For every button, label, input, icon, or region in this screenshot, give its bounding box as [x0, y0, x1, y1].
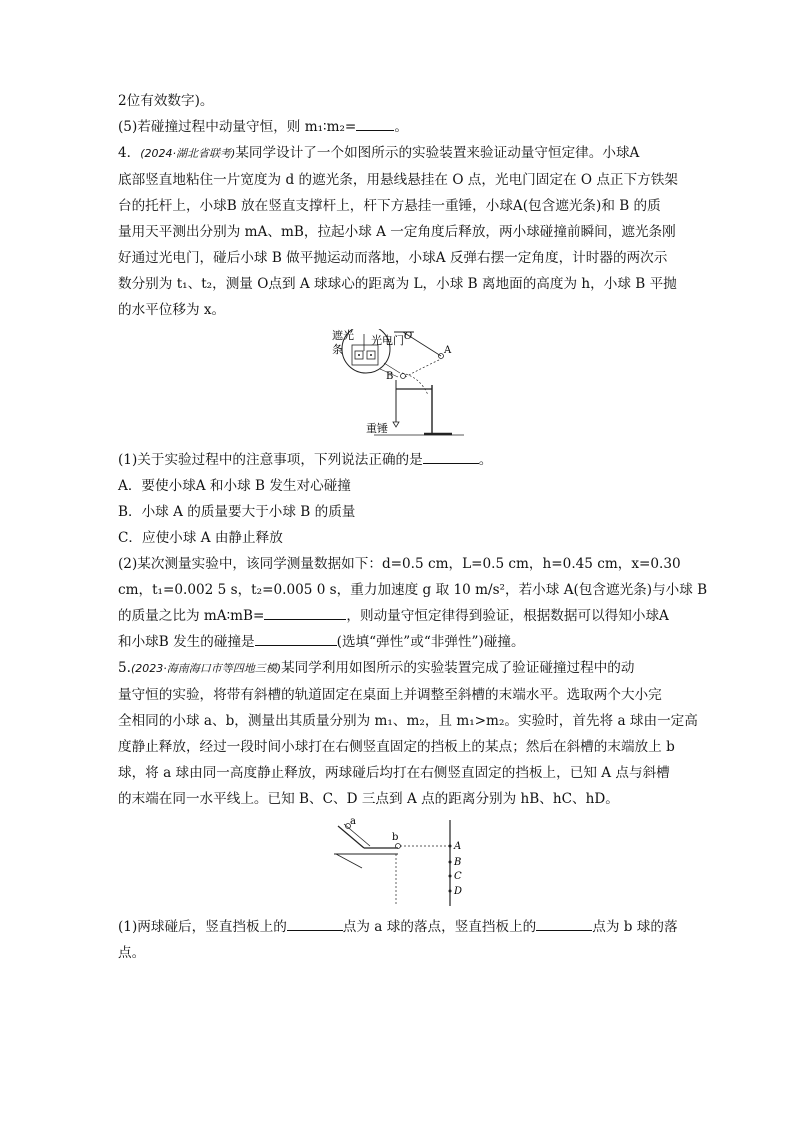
q5-sub1-line	[118, 914, 678, 940]
label-a: a	[350, 818, 356, 827]
text-line: 底部竖直地粘住一片宽度为 d 的遮光条，用悬线悬挂在 O 点，光电门固定在 O 点正下方铁架	[118, 172, 678, 188]
text-line: 度静止释放，经过一段时间小球打在右侧竖直固定的挡板上的某点；然后在斜槽的末端放上 b	[118, 739, 675, 755]
text-segment: ，则动量守恒定律得到验证，根据数据可以得知小球A	[346, 608, 669, 624]
question-5-heading	[118, 655, 678, 682]
label-zheguang: 遮光	[332, 329, 354, 342]
text-line: 2位有效数字)。	[118, 93, 214, 109]
text-segment: 的质量之比为 mA∶mB=	[118, 608, 265, 624]
answer-blank[interactable]	[536, 915, 592, 931]
text-segment: 。	[478, 452, 493, 468]
label-C: C	[454, 871, 462, 882]
answer-blank[interactable]	[356, 115, 394, 131]
question-number: 4．	[118, 145, 141, 161]
answer-blank[interactable]	[423, 448, 479, 464]
text-line: 球，将 a 球由同一高度静止释放，两球碰后均打在右侧竖直固定的挡板上，已知 A 点与斜槽	[118, 765, 670, 781]
text-line: 的末端在同一水平线上。已知 B、C、D 三点到 A 点的距离分别为 hB、hC、hD。	[118, 791, 619, 807]
text-line: 台的托杆上，小球B 放在竖直支撑杆上，杆下方悬挂一重锤，小球A(包含遮光条)和 B 的质	[118, 198, 661, 214]
text-line: 好通过光电门，碰后小球 B 做平抛运动而落地，小球A 反弹右摆一定角度，计时器的两次示	[118, 250, 668, 266]
text-line: 数分别为 t₁、t₂，测量 O点到 A 球球心的距离为 L，小球 B 离地面的高度为 h，小球 B 平抛	[118, 276, 677, 292]
question-4-5-line	[118, 114, 678, 140]
question-source: (2024·湖北省联考)	[140, 147, 236, 160]
label-zhongchui: 重锤	[366, 422, 388, 435]
incline-apparatus-diagram	[334, 818, 464, 908]
text-segment: (1)关于实验过程中的注意事项，下列说法正确的是	[118, 452, 423, 468]
label-A: A	[454, 841, 462, 852]
text-line: 量用天平测出分别为 mA、mB，拉起小球 A 一定角度后释放，两小球碰撞前瞬间，遮光条刚	[118, 224, 676, 240]
pendulum-collision-figure	[324, 329, 474, 441]
incline-collision-figure	[334, 818, 464, 908]
text-line: (2)某次测量实验中，该同学测量数据如下：d=0.5 cm，L=0.5 cm，h=0.45 cm，x=0.30	[118, 556, 681, 572]
text-line: cm，t₁=0.002 5 s，t₂=0.005 0 s，重力加速度 g 取 10 m/s²，若小球 A(包含遮光条)与小球 B	[118, 582, 708, 598]
q4-sub2-line3	[118, 603, 678, 629]
label-tiao: 条	[332, 343, 343, 356]
text-line: 的水平位移为 x。	[118, 302, 226, 318]
q4-sub1-line	[118, 447, 678, 473]
label-photogate: 光电门	[371, 334, 404, 347]
document-page	[118, 88, 708, 966]
answer-blank[interactable]	[264, 604, 346, 620]
text-segment: (1)两球碰后，竖直挡板上的	[118, 919, 287, 935]
label-b: b	[392, 832, 399, 843]
question-number: 5.	[118, 660, 131, 676]
text-segment: 某同学设计了一个如图所示的实验装置来验证动量守恒定律。小球A	[235, 145, 640, 161]
question-source: (2023·海南海口市等四地三模)	[130, 662, 282, 675]
text-segment: 某同学利用如图所示的实验装置完成了验证碰撞过程中的动	[281, 660, 635, 676]
text-segment: 。	[394, 119, 408, 135]
pendulum-apparatus-diagram	[324, 329, 474, 441]
text-line: 量守恒的实验，将带有斜槽的轨道固定在桌面上并调整至斜槽的末端水平。选取两个大小完	[118, 687, 662, 703]
question-4-heading	[118, 140, 678, 167]
option-b: B．小球 A 的质量要大于小球 B 的质量	[118, 504, 356, 520]
answer-blank[interactable]	[255, 630, 337, 646]
label-O: O	[404, 331, 413, 342]
q4-sub2-line4	[118, 629, 678, 655]
text-segment: (选填“弹性”或“非弹性”)碰撞。	[336, 634, 525, 650]
answer-blank[interactable]	[287, 915, 343, 931]
label-B: B	[386, 371, 394, 382]
text-segment: 和小球B 发生的碰撞是	[118, 634, 255, 650]
label-B: B	[454, 857, 462, 868]
text-line: 全相同的小球 a、b，测量出其质量分别为 m₁、m₂，且 m₁>m₂。实验时，首先将 a 球由一定高	[118, 713, 698, 729]
text-segment: 点为 a 球的落点，竖直挡板上的	[342, 919, 537, 935]
label-A: A	[444, 345, 452, 356]
text-segment: 点为 b 球的落	[592, 919, 678, 935]
text-segment: (5)若碰撞过程中动量守恒，则 m₁∶m₂=	[118, 119, 357, 135]
text-line: 点。	[118, 945, 146, 961]
option-a: A．要使小球A 和小球 B 发生对心碰撞	[118, 478, 351, 494]
option-c: C．应使小球 A 由静止释放	[118, 530, 283, 546]
label-D: D	[454, 886, 463, 897]
